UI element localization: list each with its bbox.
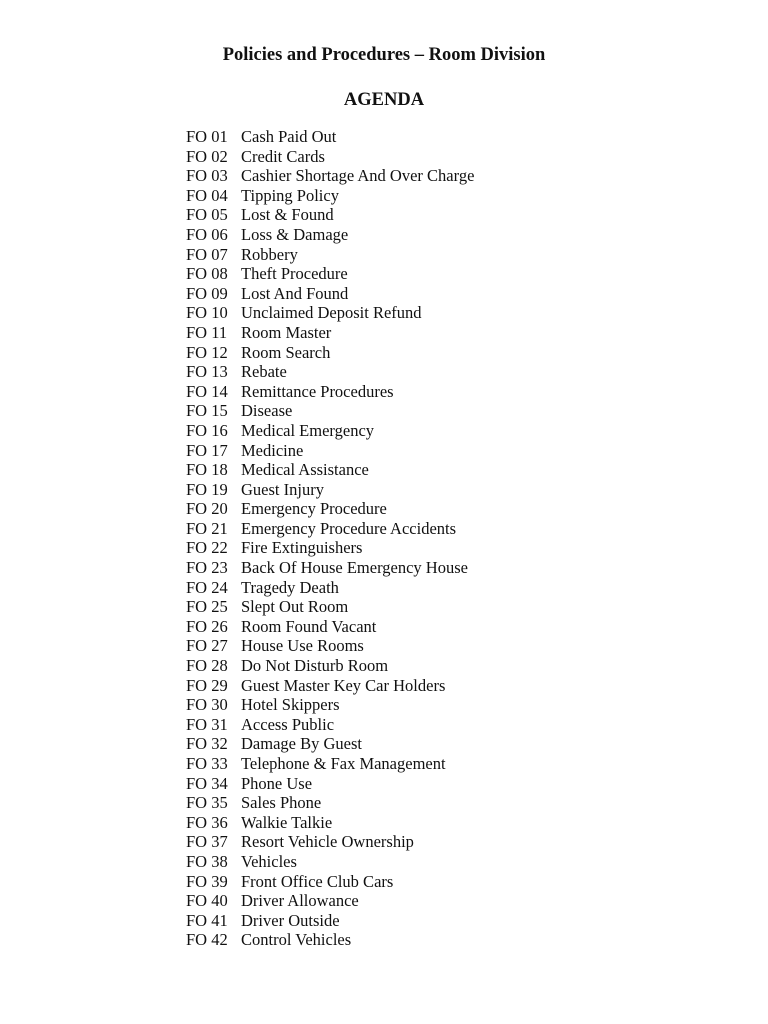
- agenda-heading: AGENDA: [343, 90, 425, 110]
- agenda-item-code: FO 23: [186, 558, 228, 578]
- agenda-item-label: Tipping Policy: [241, 185, 339, 205]
- agenda-item: [186, 891, 474, 911]
- agenda-item-code: FO 42: [186, 930, 228, 950]
- agenda-item: [186, 460, 474, 480]
- agenda-item-label: Hotel Skippers: [241, 695, 340, 715]
- agenda-item-label: Medical Assistance: [241, 460, 369, 480]
- agenda-item: [186, 225, 474, 245]
- agenda-item-label: Driver Allowance: [241, 891, 359, 911]
- agenda-item: [186, 617, 474, 637]
- agenda-item-label: Disease: [241, 401, 293, 421]
- agenda-item: [186, 656, 474, 676]
- agenda-item-code: FO 01: [186, 127, 228, 146]
- agenda-item: [186, 186, 474, 206]
- agenda-item: [186, 323, 474, 343]
- agenda-item: [186, 872, 474, 892]
- agenda-item: [186, 813, 474, 833]
- agenda-item-label: Sales Phone: [241, 793, 322, 813]
- agenda-item-code: FO 37: [186, 832, 228, 852]
- agenda-item: [186, 930, 474, 950]
- agenda-item-code: FO 06: [186, 224, 228, 244]
- agenda-item-label: Phone Use: [241, 773, 313, 793]
- agenda-item: [186, 793, 474, 813]
- agenda-item-label: Access Public: [241, 714, 335, 734]
- agenda-item-code: FO 30: [186, 695, 228, 715]
- agenda-item-code: FO 41: [186, 910, 228, 930]
- agenda-item-label: Walkie Talkie: [241, 812, 333, 832]
- agenda-item-label: Room Master: [241, 322, 332, 342]
- agenda-item-code: FO 10: [186, 303, 228, 323]
- agenda-item-code: FO 12: [186, 342, 228, 362]
- agenda-item-label: Rebate: [241, 362, 287, 382]
- agenda-item: [186, 303, 474, 323]
- agenda-item-code: FO 29: [186, 675, 228, 695]
- agenda-item-code: FO 19: [186, 479, 228, 499]
- agenda-item-code: FO 02: [186, 146, 228, 166]
- agenda-item-label: House Use Rooms: [241, 636, 364, 656]
- agenda-item-code: FO 08: [186, 264, 228, 284]
- agenda-item-label: Medicine: [241, 440, 304, 460]
- agenda-item-label: Remittance Procedures: [241, 381, 394, 401]
- agenda-item: [186, 480, 474, 500]
- agenda-item-code: FO 17: [186, 440, 228, 460]
- agenda-item-code: FO 16: [186, 420, 228, 440]
- agenda-item-label: Front Office Club Cars: [241, 871, 394, 891]
- agenda-item-label: Guest Injury: [241, 479, 324, 499]
- agenda-item-label: Tragedy Death: [241, 577, 339, 597]
- agenda-item-label: Lost & Found: [241, 205, 334, 225]
- agenda-item-label: Do Not Disturb Room: [241, 656, 389, 676]
- agenda-item-code: FO 05: [186, 205, 228, 225]
- agenda-item: [186, 382, 474, 402]
- agenda-item: [186, 499, 474, 519]
- agenda-item-code: FO 09: [186, 283, 228, 303]
- agenda-item: [186, 205, 474, 225]
- agenda-item-code: FO 14: [186, 381, 228, 401]
- agenda-item-label: Medical Emergency: [241, 420, 375, 440]
- agenda-item-code: FO 36: [186, 812, 228, 832]
- agenda-item-label: Telephone & Fax Management: [241, 754, 446, 773]
- agenda-item-label: Guest Master Key Car Holders: [241, 675, 446, 695]
- agenda-item: [186, 852, 474, 872]
- agenda-item-label: Cashier Shortage And Over Charge: [241, 166, 475, 186]
- agenda-item-code: FO 24: [186, 577, 228, 597]
- agenda-item: [186, 911, 474, 931]
- agenda-item-code: FO 21: [186, 518, 228, 538]
- agenda-item-code: FO 38: [186, 851, 228, 871]
- agenda-item-code: FO 33: [186, 754, 228, 773]
- agenda-item-code: FO 11: [186, 322, 228, 342]
- agenda-item-label: Robbery: [241, 244, 298, 264]
- agenda-item: [186, 519, 474, 539]
- agenda-item-code: FO 39: [186, 871, 228, 891]
- agenda-item: [186, 578, 474, 598]
- agenda-item-label: Emergency Procedure: [241, 499, 387, 519]
- agenda-item: [186, 362, 474, 382]
- agenda-item-label: Credit Cards: [241, 146, 325, 166]
- agenda-item-label: Fire Extinguishers: [241, 538, 363, 558]
- agenda-item: [186, 245, 474, 265]
- document-title: Policies and Procedures – Room Division: [222, 45, 546, 65]
- agenda-item-code: FO 15: [186, 401, 228, 421]
- agenda-item-label: Loss & Damage: [241, 224, 349, 244]
- agenda-item: [186, 441, 474, 461]
- agenda-item-label: Back Of House Emergency House: [241, 558, 468, 578]
- agenda-item-label: Unclaimed Deposit Refund: [241, 303, 422, 323]
- agenda-item-code: FO 32: [186, 734, 228, 754]
- agenda-item: [186, 832, 474, 852]
- agenda-item: [186, 676, 474, 696]
- agenda-item: [186, 284, 474, 304]
- agenda-item: [186, 166, 474, 186]
- agenda-item-code: FO 25: [186, 597, 228, 617]
- agenda-item-code: FO 03: [186, 166, 228, 186]
- agenda-item-label: Slept Out Room: [241, 597, 349, 617]
- agenda-item: [186, 597, 474, 617]
- agenda-item-code: FO 34: [186, 773, 228, 793]
- agenda-item: [186, 343, 474, 363]
- agenda-item: [186, 558, 474, 578]
- agenda-item-label: Room Search: [241, 342, 331, 362]
- agenda-item: [186, 421, 474, 441]
- agenda-item: [186, 127, 474, 147]
- agenda-list: [186, 127, 474, 950]
- agenda-item-code: FO 26: [186, 616, 228, 636]
- agenda-item-label: Theft Procedure: [241, 264, 348, 284]
- agenda-item: [186, 715, 474, 735]
- agenda-item-label: Control Vehicles: [241, 930, 352, 950]
- agenda-item: [186, 695, 474, 715]
- agenda-item-code: FO 18: [186, 460, 228, 480]
- agenda-item-label: Emergency Procedure Accidents: [241, 518, 457, 538]
- agenda-item-code: FO 07: [186, 244, 228, 264]
- agenda-item-label: Damage By Guest: [241, 734, 362, 754]
- agenda-item-label: Lost And Found: [241, 283, 349, 303]
- agenda-item-code: FO 31: [186, 714, 228, 734]
- agenda-item: [186, 147, 474, 167]
- agenda-item-label: Vehicles: [241, 851, 297, 871]
- agenda-item-label: Cash Paid Out: [241, 127, 337, 146]
- agenda-item-code: FO 22: [186, 538, 228, 558]
- agenda-item-code: FO 04: [186, 185, 228, 205]
- agenda-item-label: Room Found Vacant: [241, 616, 377, 636]
- agenda-item-code: FO 28: [186, 656, 228, 676]
- agenda-item: [186, 774, 474, 794]
- agenda-item-code: FO 20: [186, 499, 228, 519]
- agenda-item: [186, 264, 474, 284]
- agenda-item: [186, 754, 474, 774]
- agenda-item: [186, 734, 474, 754]
- agenda-item-label: Resort Vehicle Ownership: [241, 832, 414, 852]
- agenda-item-code: FO 13: [186, 362, 228, 382]
- agenda-item-label: Driver Outside: [241, 910, 340, 930]
- agenda-item: [186, 636, 474, 656]
- agenda-item-code: FO 27: [186, 636, 228, 656]
- agenda-item: [186, 538, 474, 558]
- agenda-item-code: FO 40: [186, 891, 228, 911]
- agenda-item: [186, 401, 474, 421]
- agenda-item-code: FO 35: [186, 793, 228, 813]
